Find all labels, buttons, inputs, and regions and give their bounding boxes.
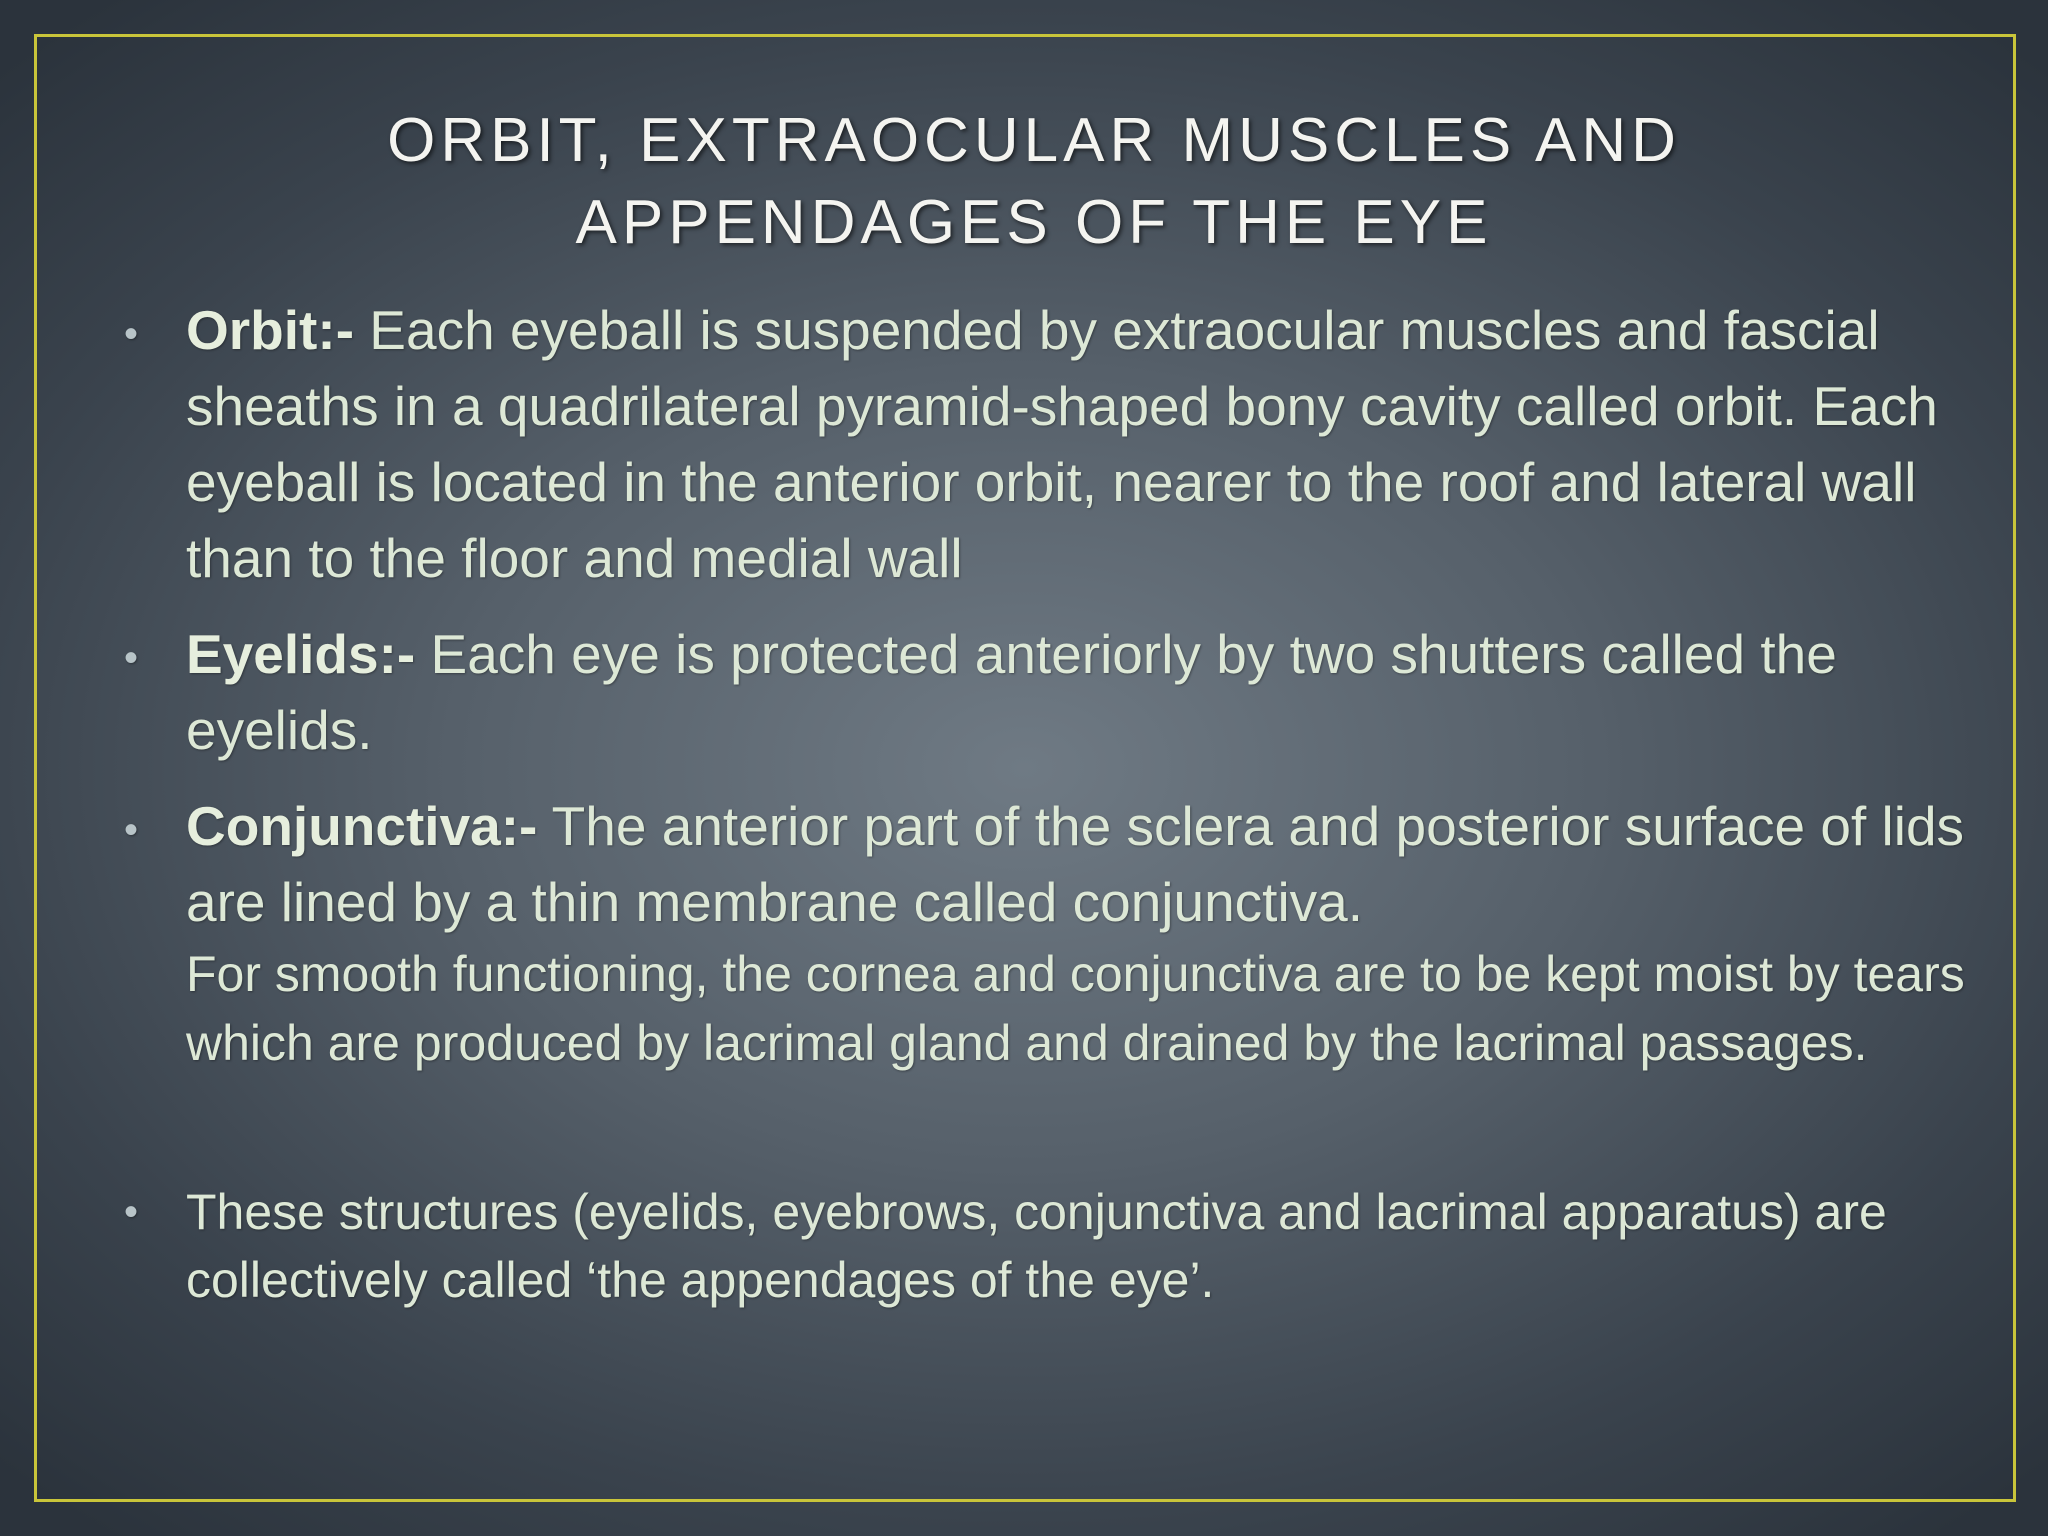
- bullet-text-conjunctiva-detail: For smooth functioning, the cornea and conjunctiva are to be kept moist by tears which are produced by lacrimal gland and drained by the lacrimal passages.: [186, 946, 1965, 1071]
- bullet-text-conjunctiva: The anterior part of the sclera and posterior surface of lids are lined by a thin membrane called conjunctiva.: [186, 795, 1965, 933]
- bullet-dot: •: [124, 1190, 139, 1234]
- slide-title-line-1: ORBIT, EXTRAOCULAR MUSCLES AND: [387, 106, 1681, 175]
- bullet-dot: •: [124, 808, 139, 852]
- bullet-list: [120, 292, 1980, 1314]
- bullet-appendages-summary: [120, 1178, 1980, 1314]
- bullet-conjunctiva: [120, 788, 1980, 1078]
- bullet-dot: •: [124, 312, 139, 356]
- bullet-term-orbit: Orbit: [186, 299, 318, 361]
- bullet-term-eyelids: Eyelids:-: [186, 623, 416, 685]
- bullet-text-orbit: Each eyeball is suspended by extraocular muscles and fascial sheaths in a quadrilateral pyramid-shaped bony cavity called orbit. Each eyeball is located in the anterior orbit, nearer to the roof and lateral wall than to the floor and medial wall: [186, 299, 1938, 589]
- slide-title: [60, 100, 2008, 264]
- bullet-text-eyelids: Each eye is protected anteriorly by two shutters called the eyelids.: [186, 623, 1837, 761]
- bullet-text-appendages: These structures (eyelids, eyebrows, conjunctiva and lacrimal apparatus) are collectively called ‘the appendages of the eye’.: [186, 1184, 1887, 1308]
- slide-title-line-2: APPENDAGES OF THE EYE: [575, 188, 1493, 257]
- bullet-separator: :-: [317, 299, 355, 361]
- bullet-dot: •: [124, 636, 139, 680]
- bullet-term-conjunctiva: Conjunctiva:-: [186, 795, 538, 857]
- bullet-orbit: [120, 292, 1980, 596]
- bullet-eyelids: [120, 616, 1980, 768]
